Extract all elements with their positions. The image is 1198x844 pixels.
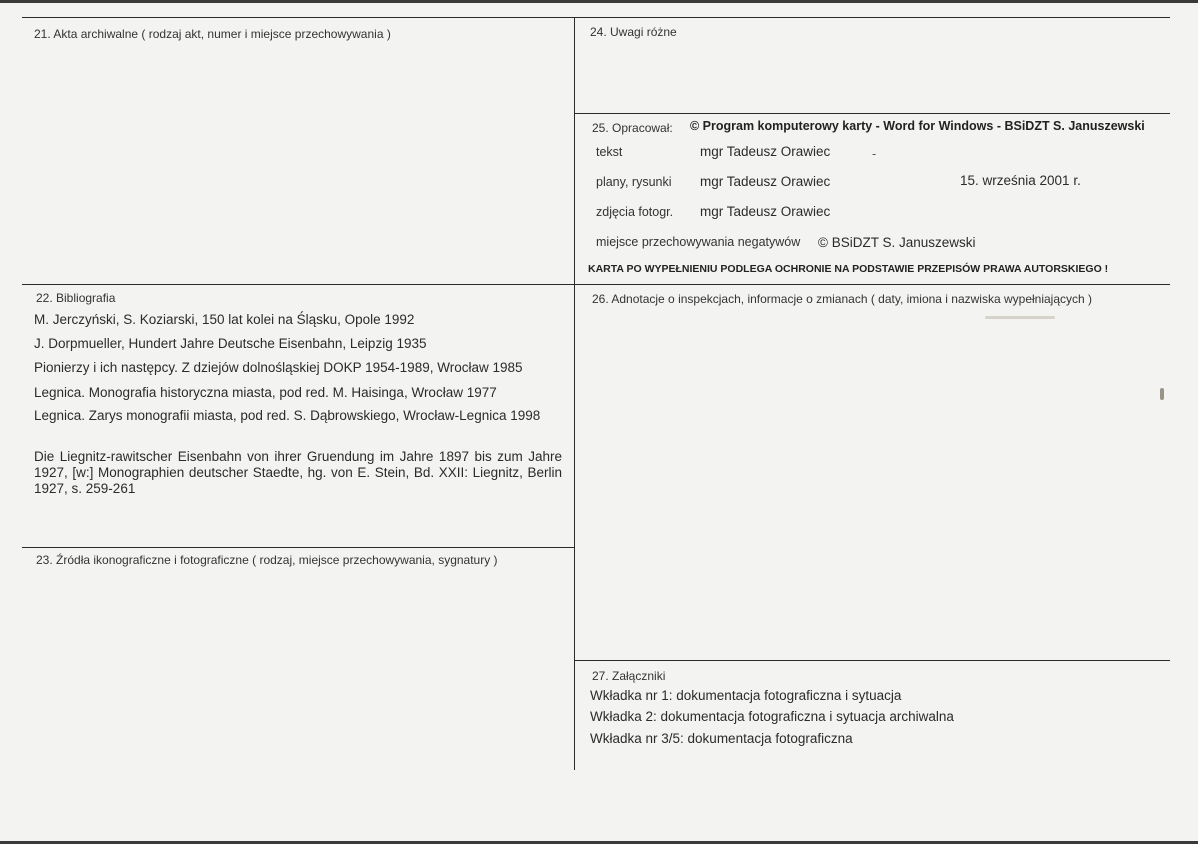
bibliography-item: M. Jerczyński, S. Koziarski, 150 lat kolei na Śląsku, Opole 1992 — [34, 312, 415, 327]
negatives-location-label: miejsce przechowywania negatywów — [596, 235, 801, 249]
author-row-label-text: tekst — [596, 145, 623, 159]
attachment-item: Wkładka nr 3/5: dokumentacja fotograficzna — [590, 731, 853, 746]
rule-26-27 — [575, 660, 1170, 661]
author-row-value-photos: mgr Tadeusz Orawiec — [700, 204, 831, 219]
section-23-header: 23. Źródła ikonograficzne i fotograficzne ( rodzaj, miejsce przechowywania, sygnatury ) — [36, 553, 498, 567]
program-credit: © Program komputerowy karty - Word for Windows - BSiDZT S. Januszewski — [690, 119, 1145, 133]
bibliography-item: Die Liegnitz-rawitscher Eisenbahn von ihrer Gruendung im Jahre 1897 bis zum Jahre 1927, [w:] Monographien deutscher Staedte, hg. von E. Stein, Bd. XXII: Liegnitz, Berlin 1927, s. 259-261 — [34, 449, 562, 496]
section-22-header: 22. Bibliografia — [36, 291, 116, 305]
rule-22-23 — [22, 547, 575, 548]
attachment-item: Wkładka 2: dokumentacja fotograficzna i sytuacja archiwalna — [590, 709, 954, 724]
rule-24-25 — [575, 113, 1170, 114]
column-divider — [574, 17, 575, 770]
negatives-location-value: © BSiDZT S. Januszewski — [818, 235, 976, 250]
section-27-header: 27. Załączniki — [592, 669, 666, 683]
section-25-label: 25. Opracował: — [592, 121, 673, 135]
rule-top — [22, 17, 1170, 18]
compilation-date: 15. września 2001 r. — [960, 173, 1081, 188]
author-row-value-text: mgr Tadeusz Orawiec — [700, 144, 831, 159]
author-row-value-drawings: mgr Tadeusz Orawiec — [700, 174, 831, 189]
section-24-header: 24. Uwagi różne — [590, 25, 677, 39]
author-row-label-photos: zdjęcia fotogr. — [596, 205, 674, 219]
bibliography-item: Legnica. Monografia historyczna miasta, pod red. M. Haisinga, Wrocław 1977 — [34, 385, 497, 400]
paper-mark — [1160, 388, 1164, 400]
author-row-label-drawings: plany, rysunki — [596, 175, 672, 189]
bibliography-item: Legnica. Zarys monografii miasta, pod red. S. Dąbrowskiego, Wrocław-Legnica 1998 — [34, 408, 541, 423]
scan-top-edge — [0, 0, 1198, 3]
bibliography-item: Pionierzy i ich następcy. Z dziejów dolnośląskiej DOKP 1954-1989, Wrocław 1985 — [34, 360, 523, 375]
copyright-notice: KARTA PO WYPEŁNIENIU PODLEGA OCHRONIE NA PODSTAWIE PRZEPISÓW PRAWA AUTORSKIEGO ! — [588, 263, 1109, 275]
attachment-item: Wkładka nr 1: dokumentacja fotograficzna i sytuacja — [590, 688, 902, 703]
section-26-header: 26. Adnotacje o inspekcjach, informacje o zmianach ( daty, imiona i nazwiska wypełniających ) — [592, 292, 1093, 306]
paper-stain — [985, 316, 1055, 319]
stray-dash: - — [872, 147, 877, 161]
rule-mid — [22, 284, 1170, 285]
bibliography-item: J. Dorpmueller, Hundert Jahre Deutsche Eisenbahn, Leipzig 1935 — [34, 336, 427, 351]
section-21-header: 21. Akta archiwalne ( rodzaj akt, numer i miejsce przechowywania ) — [34, 27, 391, 41]
